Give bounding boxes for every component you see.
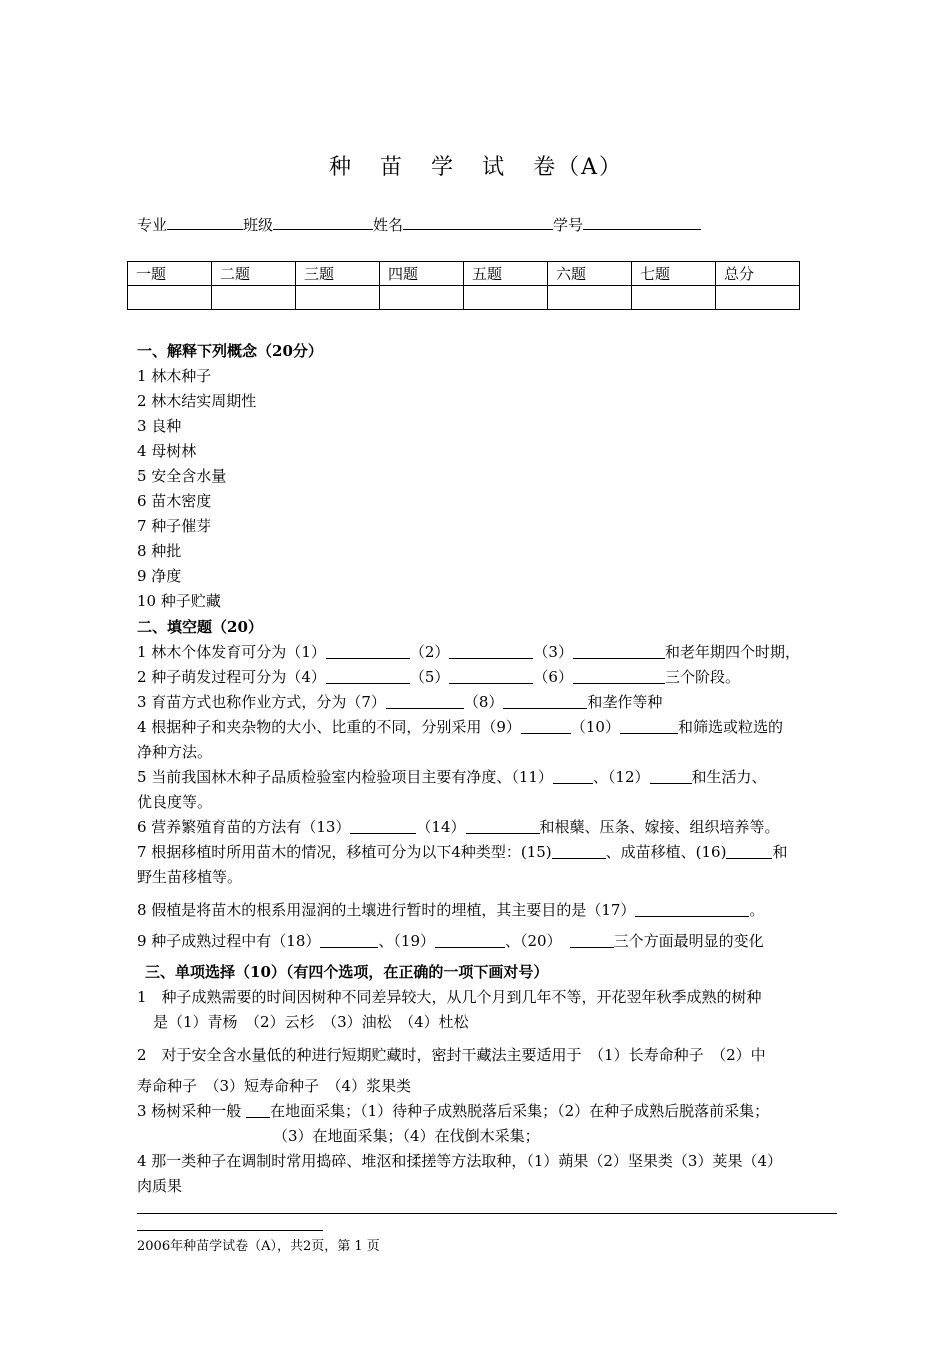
question-text: 6 营养繁殖育苗的方法有（13） (137, 818, 351, 836)
footnote-divider (137, 1230, 323, 1231)
question-text: 、（12） (592, 768, 650, 786)
answer-blank[interactable] (620, 718, 678, 734)
id-field[interactable] (583, 215, 701, 230)
score-header-cell: 一题 (128, 262, 212, 286)
exam-title (0, 150, 952, 181)
answer-blank[interactable] (435, 932, 505, 948)
score-cell[interactable] (716, 286, 800, 310)
score-table (127, 261, 800, 310)
question-text: 和老年期四个时期， (664, 643, 800, 661)
question-text: 三个方面最明显的变化 (613, 932, 764, 950)
fill-question-3 (137, 690, 842, 715)
answer-blank[interactable] (449, 643, 533, 659)
answer-blank[interactable] (350, 818, 416, 834)
major-field[interactable] (167, 215, 243, 230)
choice-question-4-options: 肉质果 (137, 1177, 183, 1195)
title-char: 学 (431, 155, 456, 180)
question-text: 7 根据移植时所用苗木的情况，移植可分为以下4种类型：(15) (137, 843, 552, 861)
question-item: 4 母树林 (137, 442, 197, 460)
section-fill-blank (137, 615, 842, 954)
question-text: 、（19） (378, 932, 435, 950)
question-text: 和垄作等种 (587, 693, 663, 711)
fill-question-6 (137, 815, 842, 840)
major-label: 专业 (137, 216, 168, 234)
question-text: （6） (533, 668, 573, 686)
question-text: 1 林木个体发育可分为（1） (137, 643, 326, 661)
question-text: （2） (409, 643, 450, 661)
answer-blank[interactable] (573, 668, 665, 684)
answer-blank[interactable] (326, 668, 410, 684)
fill-question-4-cont: 净种方法。 (137, 743, 213, 761)
score-header-cell: 三题 (296, 262, 380, 286)
question-text: 。 (749, 901, 765, 919)
question-item: 9 净度 (137, 567, 182, 585)
question-text: 和根蘖、压条、嫁接、组织培养等。 (539, 818, 780, 836)
page-footer: 2006年种苗学试卷（A），共2页，第 1 页 (137, 1239, 380, 1254)
score-header-cell: 二题 (212, 262, 296, 286)
name-label: 姓名 (373, 216, 404, 234)
fill-question-5-cont: 优良度等。 (137, 793, 213, 811)
title-char: 试 (482, 155, 507, 180)
score-value-row (128, 286, 800, 310)
question-item: 2 林木结实周期性 (137, 392, 257, 410)
question-text: （3） (533, 643, 573, 661)
question-text: 5 当前我国林木种子品质检验室内检验项目主要有净度、（11） (137, 768, 553, 786)
question-item: 5 安全含水量 (137, 467, 227, 485)
choice-question-2: 2 对于安全含水量低的种进行短期贮藏时，密封干藏法主要适用于 （1）长寿命种子 （2）中 (137, 1046, 766, 1064)
answer-blank[interactable] (449, 668, 533, 684)
student-info-line (137, 214, 701, 235)
section-single-choice (137, 960, 842, 1199)
score-cell[interactable] (212, 286, 296, 310)
fill-question-7-cont: 野生苗移植等。 (137, 868, 243, 886)
fill-question-4 (137, 715, 842, 740)
score-cell[interactable] (296, 286, 380, 310)
answer-blank[interactable] (466, 818, 540, 834)
question-text: 在地面采集；（1）待种子成熟脱落后采集；（2）在种子成熟后脱落前采集； (270, 1102, 770, 1120)
id-label: 学号 (553, 216, 584, 234)
question-item: 6 苗木密度 (137, 492, 212, 510)
question-text: 3 杨树采种一般 (137, 1102, 247, 1120)
question-text: 3 育苗方式也称作业方式，分为（7） (137, 693, 386, 711)
fill-question-8 (137, 898, 842, 923)
answer-blank[interactable] (650, 768, 692, 784)
score-header-cell: 七题 (632, 262, 716, 286)
answer-blank[interactable] (570, 932, 614, 948)
fill-question-9 (137, 929, 842, 954)
score-cell[interactable] (128, 286, 212, 310)
answer-blank[interactable] (246, 1102, 270, 1118)
score-cell[interactable] (548, 286, 632, 310)
name-field[interactable] (403, 215, 553, 230)
score-header-cell: 五题 (464, 262, 548, 286)
answer-blank[interactable] (320, 932, 378, 948)
fill-question-7 (137, 840, 842, 865)
question-text: 、成苗移植、(16) (605, 843, 727, 861)
fill-question-2 (137, 665, 842, 690)
question-text: （14） (416, 818, 466, 836)
score-header-cell: 四题 (380, 262, 464, 286)
question-text: 三个阶段。 (664, 668, 740, 686)
answer-blank[interactable] (553, 768, 593, 784)
question-item: 3 良种 (137, 417, 182, 435)
question-text: （5） (409, 668, 450, 686)
answer-blank[interactable] (521, 718, 571, 734)
answer-blank[interactable] (635, 901, 749, 917)
answer-blank[interactable] (573, 643, 665, 659)
score-header-cell: 六题 (548, 262, 632, 286)
choice-question-1-options: 是（1）青杨 （2）云杉 （3）油松 （4）杜松 (153, 1013, 469, 1031)
question-text: 4 根据种子和夹杂物的大小、比重的不同，分别采用（9） (137, 718, 521, 736)
section-definitions (137, 339, 842, 614)
question-item: 1 林木种子 (137, 367, 212, 385)
question-item: 7 种子催芽 (137, 517, 212, 535)
question-text: 和生活力、 (691, 768, 767, 786)
choice-question-3-options: （3）在地面采集；（4）在伐倒木采集； (273, 1127, 540, 1145)
choice-question-1: 1 种子成熟需要的时间因树种不同差异较大，从几个月到几年不等，开花翌年秋季成熟的树种 (137, 988, 762, 1006)
question-text: （8） (463, 693, 504, 711)
score-header-row (128, 262, 800, 286)
section-heading: 三、单项选择（10）（有四个选项，在正确的一项下画对号） (145, 963, 549, 981)
answer-blank[interactable] (552, 843, 606, 859)
class-label: 班级 (243, 216, 274, 234)
question-item: 8 种批 (137, 542, 182, 560)
question-text: 和 (772, 843, 788, 861)
title-char: 苗 (380, 155, 405, 180)
fill-question-5 (137, 765, 842, 790)
choice-question-4: 4 那一类种子在调制时常用捣碎、堆沤和揉搓等方法取种，（1）蒴果（2）坚果类（3）荚果（4） (137, 1152, 782, 1170)
section-heading: 二、填空题（20） (137, 618, 263, 636)
answer-blank[interactable] (386, 693, 464, 709)
divider-line (137, 1213, 837, 1214)
title-char: 卷（A） (533, 155, 623, 180)
question-text: 、（20） (505, 932, 562, 950)
score-header-cell: 总分 (716, 262, 800, 286)
question-text: （10） (570, 718, 620, 736)
score-cell[interactable] (380, 286, 464, 310)
choice-question-3 (137, 1099, 842, 1124)
question-text: 8 假植是将苗木的根系用湿润的土壤进行暂时的埋植，其主要目的是（17） (137, 901, 636, 919)
class-field[interactable] (273, 215, 373, 230)
score-cell[interactable] (464, 286, 548, 310)
answer-blank[interactable] (503, 693, 587, 709)
answer-blank[interactable] (726, 843, 772, 859)
section-heading: 一、解释下列概念（20分） (137, 342, 323, 360)
question-text: 和筛选或粒选的 (677, 718, 783, 736)
question-text: 9 种子成熟过程中有（18） (137, 932, 321, 950)
question-text: 2 种子萌发过程可分为（4） (137, 668, 326, 686)
question-item: 10 种子贮藏 (137, 592, 221, 610)
score-cell[interactable] (632, 286, 716, 310)
choice-question-2-options: 寿命种子 （3）短寿命种子 （4）浆果类 (137, 1077, 412, 1095)
title-char: 种 (329, 155, 354, 180)
answer-blank[interactable] (326, 643, 410, 659)
fill-question-1 (137, 640, 842, 665)
